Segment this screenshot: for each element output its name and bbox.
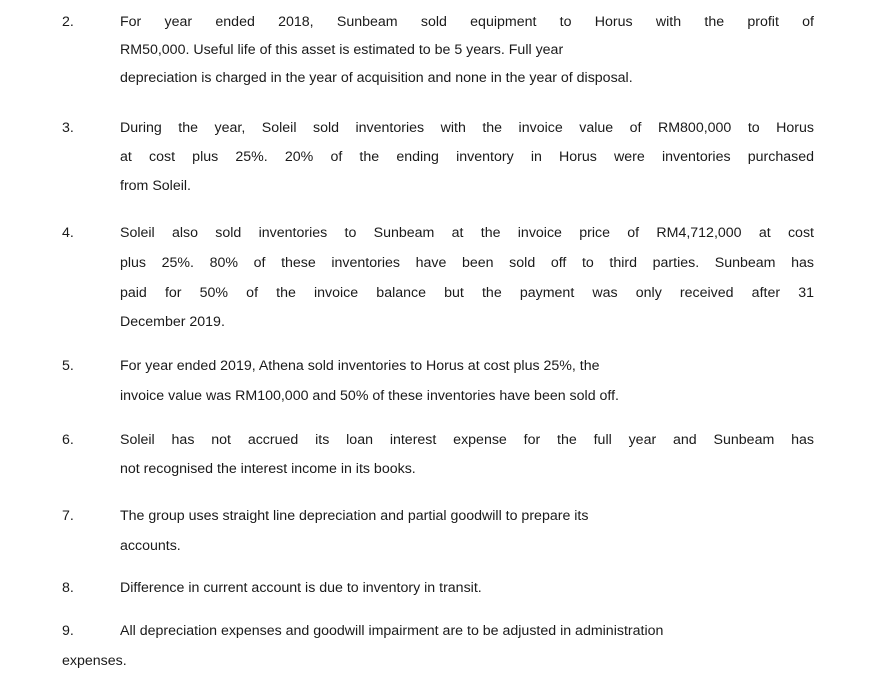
item-text-line: For year ended 2019, Athena sold inventories to Horus at cost plus 25%, the — [120, 358, 600, 374]
item-text-line: Difference in current account is due to inventory in transit. — [120, 580, 482, 596]
item-text-line: at cost plus 25%. 20% of the ending inventory in Horus were inventories purchased — [120, 149, 814, 165]
item-text-line: depreciation is charged in the year of acquisition and none in the year of disposal. — [120, 70, 633, 86]
item-text-continuation: expenses. — [62, 653, 127, 669]
item-text-line: invoice value was RM100,000 and 50% of these inventories have been sold off. — [120, 388, 619, 404]
item-text-line: plus 25%. 80% of these inventories have been sold off to third parties. Sunbeam has — [120, 255, 814, 271]
item-number: 3. — [62, 120, 74, 136]
item-text-line: paid for 50% of the invoice balance but the payment was only received after 31 — [120, 285, 814, 301]
item-text-line: During the year, Soleil sold inventories with the invoice value of RM800,000 to Horus — [120, 120, 814, 136]
item-text-line: accounts. — [120, 538, 181, 554]
item-text-line: Soleil has not accrued its loan interest expense for the full year and Sunbeam has — [120, 432, 814, 448]
item-text-line: December 2019. — [120, 314, 225, 330]
item-text-line: from Soleil. — [120, 178, 191, 194]
item-number: 7. — [62, 508, 74, 524]
item-text-line: For year ended 2018, Sunbeam sold equipment to Horus with the profit of — [120, 14, 814, 30]
item-text-line: The group uses straight line depreciation and partial goodwill to prepare its — [120, 508, 589, 524]
item-number: 5. — [62, 358, 74, 374]
item-number: 6. — [62, 432, 74, 448]
item-number: 2. — [62, 14, 74, 30]
item-number: 8. — [62, 580, 74, 596]
item-text-line: RM50,000. Useful life of this asset is estimated to be 5 years. Full year — [120, 42, 564, 58]
item-text-line: not recognised the interest income in its books. — [120, 461, 416, 477]
item-number: 9. — [62, 623, 74, 639]
item-text-line: All depreciation expenses and goodwill impairment are to be adjusted in administration — [120, 623, 664, 639]
item-number: 4. — [62, 225, 74, 241]
item-text-line: Soleil also sold inventories to Sunbeam at the invoice price of RM4,712,000 at cost — [120, 225, 814, 241]
